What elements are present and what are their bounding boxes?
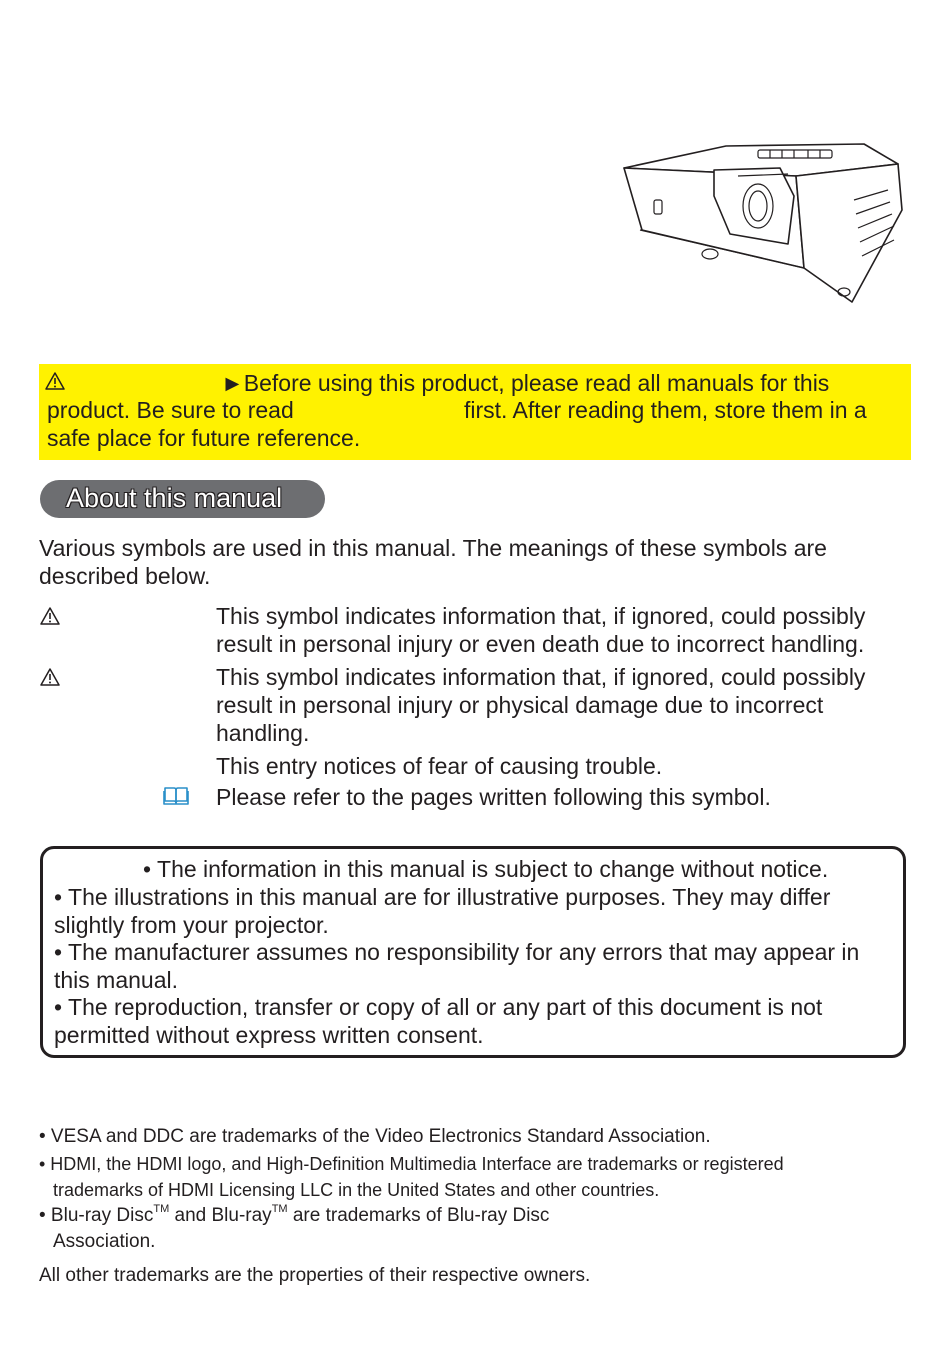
section-heading-text: About this manual — [66, 483, 283, 513]
warning-text-line2a: product. Be sure to read — [47, 397, 294, 423]
symbol-reference-desc: Please refer to the pages written following this symbol. — [216, 784, 771, 810]
trademark-bluray-line2: Association. — [53, 1231, 156, 1252]
warning-text-line1: ►Before using this product, please read all manuals for this — [221, 370, 830, 396]
tm-symbol: TM — [271, 1203, 288, 1215]
section-heading-about — [40, 480, 325, 518]
trademark-others: All other trademarks are the properties of their respective owners. — [39, 1265, 591, 1286]
symbol-warning-desc-line1: This symbol indicates information that, if ignored, could possibly — [216, 603, 866, 629]
warning-text-line2b: first. After reading them, store them in a — [464, 397, 867, 423]
trademark-vesa: • VESA and DDC are trademarks of the Video Electronics Standard Association. — [39, 1126, 711, 1147]
symbol-caution-desc-line3: handling. — [216, 720, 310, 746]
notice-line: this manual. — [54, 967, 179, 993]
symbol-notice-desc: This entry notices of fear of causing trouble. — [216, 753, 663, 779]
trademark-hdmi-line1: • HDMI, the HDMI logo, and High-Definition Multimedia Interface are trademarks or registered — [39, 1154, 784, 1174]
notice-line: • The manufacturer assumes no responsibility for any errors that may appear in — [54, 939, 860, 965]
symbol-caution-desc-line1: This symbol indicates information that, if ignored, could possibly — [216, 664, 866, 690]
notice-line: slightly from your projector. — [54, 912, 329, 938]
notice-line: • The illustrations in this manual are for illustrative purposes. They may differ — [54, 884, 831, 910]
tm-symbol: TM — [153, 1203, 170, 1215]
warning-text-line3: safe place for future reference. — [47, 425, 361, 451]
notice-line: permitted without express written consent. — [54, 1022, 484, 1048]
intro-text-line2: described below. — [39, 563, 211, 589]
symbol-caution-desc-line2: result in personal injury or physical damage due to incorrect — [216, 692, 824, 718]
intro-text-line1: Various symbols are used in this manual. The meanings of these symbols are — [39, 535, 827, 561]
caution-triangle-icon — [40, 668, 60, 686]
symbol-warning-desc-line2: result in personal injury or even death due to incorrect handling. — [216, 631, 865, 657]
trademark-hdmi-line2: trademarks of HDMI Licensing LLC in the United States and other countries. — [53, 1180, 660, 1200]
warning-banner — [39, 364, 911, 460]
projector-illustration — [618, 140, 910, 310]
book-reference-icon — [163, 785, 189, 805]
notice-box — [40, 846, 906, 1058]
warning-triangle-icon — [45, 372, 65, 390]
notice-line: • The reproduction, transfer or copy of all or any part of this document is not — [54, 994, 823, 1020]
trademark-bluray-line1: • Blu-ray Disc™ and Blu-ray™ are trademarks of Blu-ray Disc — [39, 1203, 550, 1226]
warning-triangle-icon — [40, 607, 60, 625]
notice-line: • The information in this manual is subject to change without notice. — [143, 856, 829, 882]
